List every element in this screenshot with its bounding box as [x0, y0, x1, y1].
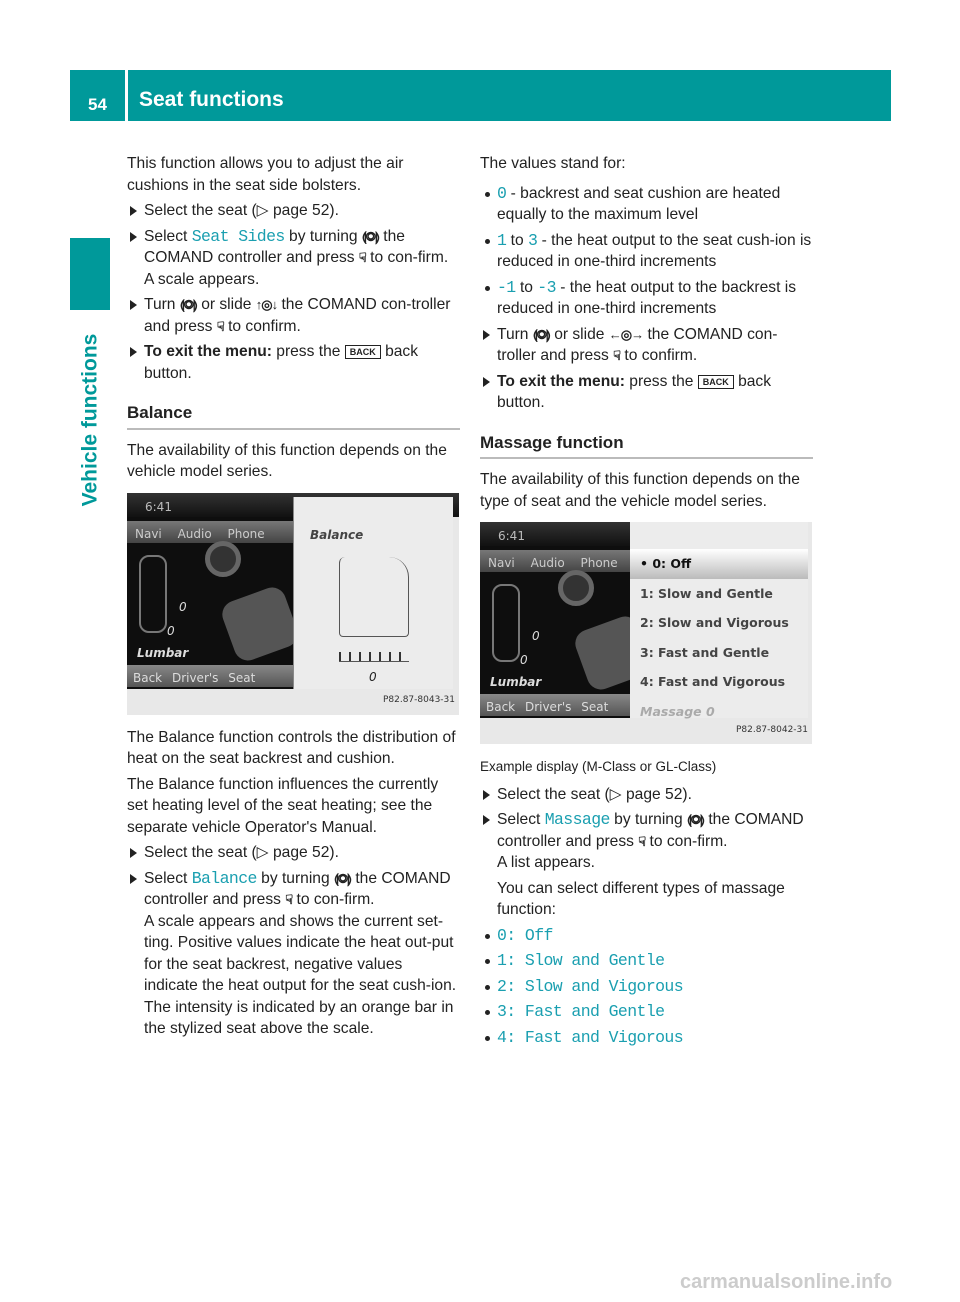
massage-type-item [480, 976, 813, 998]
step-text: back button. [144, 343, 419, 382]
value-code: 1 [497, 230, 507, 250]
step-text: press the [624, 372, 698, 390]
step-text: to confirm. [620, 347, 698, 364]
value-text: to [515, 278, 538, 296]
step-text: Select [144, 227, 192, 245]
lumbar-value: 0 [179, 599, 187, 614]
massage-option[interactable]: 1: Slow and Gentle [640, 585, 773, 601]
controller-press-icon: ☟ [613, 348, 621, 363]
value-item [480, 277, 813, 320]
step-select-seat [127, 842, 460, 864]
value-code: -1 [497, 277, 516, 297]
step-result: A scale appears and shows the current set-ting. Positive values indicate the heat out-put for the seat backrest, negative values indicate the heat output for the seat cush-ion. The intensity is indicated by an orange bar in the stylized seat above the scale. [144, 912, 457, 1037]
step-text: back button. [497, 372, 772, 411]
controller-turn-icon: ⟬◎⟭ [179, 297, 197, 312]
step-text: the COMAND con-troller and press [497, 325, 778, 364]
image-code: P82.87-8042-31 [735, 724, 808, 735]
lumbar-value: 0 [167, 623, 175, 638]
massage-option[interactable]: 2: Slow and Vigorous [640, 615, 789, 630]
watermark: carmanualsonline.info [680, 1271, 893, 1293]
step-text: to confirm. [223, 317, 301, 335]
lumbar-value: 0 [520, 653, 528, 667]
step-turn [127, 294, 460, 337]
massage-screenshot [480, 522, 812, 744]
step-text: the COMAND controller and press [497, 811, 804, 850]
value-text: - the heat output to the backrest is reduced in one-third increments [497, 278, 797, 317]
balance-description: The Balance function controls the distribution of heat on the seat backrest and cushion. [127, 728, 456, 767]
section-side-label [70, 320, 110, 520]
value-text: - backrest and seat cushion are heated equally to the maximum level [497, 184, 781, 223]
page-number-text: 54 [88, 94, 107, 114]
step-text: or slide [549, 325, 609, 343]
value-item [480, 183, 813, 226]
massage-availability: The availability of this function depends on the type of seat and the vehicle model series. [480, 471, 800, 510]
massage-type: 4: Fast and Vigorous [497, 1027, 684, 1047]
steering-wheel-icon [205, 541, 241, 577]
step-text: Select [497, 811, 545, 828]
massage-type: 2: Slow and Vigorous [497, 976, 684, 996]
massage-type-item [480, 1027, 813, 1049]
step-result: A scale appears. [144, 270, 260, 288]
controller-turn-icon: ⟬◎⟭ [361, 228, 379, 244]
heading-balance: Balance [127, 402, 460, 430]
lumbar-value: 0 [532, 629, 540, 643]
back-key-icon: BACK [345, 345, 381, 359]
menu-item-seat-sides: Seat Sides [191, 226, 285, 246]
menu-item-massage: Massage [544, 810, 610, 829]
controller-slide-horizontal-icon: ←◎→ [608, 326, 644, 342]
controller-press-icon: ☟ [358, 250, 366, 265]
controller-press-icon: ☟ [216, 318, 224, 334]
seat-outline-icon [339, 557, 409, 637]
controller-turn-icon: ⟬◎⟭ [532, 326, 550, 342]
lumbar-seat-icon [492, 584, 520, 662]
right-column [480, 153, 813, 1052]
massage-types-intro: You can select different types of massage function: [497, 879, 785, 918]
step-text: the COMAND controller and press [144, 869, 451, 908]
screen-time: 6:41 [480, 522, 630, 546]
step-text: Select the seat (▷ page 52). [497, 785, 692, 803]
value-item [480, 230, 813, 273]
steering-wheel-icon [558, 570, 594, 606]
intro-text: This function allows you to adjust the air cushions in the seat side bolsters. [127, 155, 404, 194]
page-title: Seat functions [128, 70, 891, 121]
step-text: Select the seat (▷ page 52). [144, 844, 339, 861]
step-text: to con-firm. [365, 249, 449, 266]
balance-panel [293, 497, 453, 689]
step-text: or slide [196, 296, 256, 313]
section-tab-marker [70, 238, 110, 310]
controller-press-icon: ☟ [638, 833, 646, 849]
screen-time: 6:41 [127, 493, 459, 517]
step-exit-menu [127, 341, 460, 384]
screen-menu: Navi Audio Phone [480, 550, 646, 572]
lumbar-seat-icon [139, 555, 167, 633]
step-select-balance [127, 868, 460, 1040]
massage-type: 1: Slow and Gentle [497, 951, 665, 970]
balance-scale[interactable] [339, 652, 409, 662]
step-text: to con-firm. [645, 832, 728, 850]
menu-item-balance: Balance [191, 868, 257, 888]
step-text: Turn [144, 296, 180, 313]
value-code: 3 [527, 230, 538, 250]
step-select-seat [480, 784, 813, 806]
step-text: Select the seat (▷ page 52). [144, 202, 339, 219]
step-select-massage [480, 809, 813, 874]
massage-type-item [480, 950, 813, 972]
step-text: Turn [497, 325, 533, 343]
massage-type-item [480, 925, 813, 947]
step-text: to con-firm. [292, 891, 375, 908]
balance-availability: The availability of this function depends on the vehicle model series. [127, 441, 447, 480]
screen-menu: Navi Audio Phone [127, 521, 293, 543]
balance-influence: The Balance function influences the currently set heating level of the seat heating; see the separate vehicle Operator's Manual. [127, 775, 439, 836]
section-side-label-text: Vehicle functions [78, 333, 102, 507]
step-text: Select [144, 869, 192, 887]
step-select-seat-sides [127, 226, 460, 291]
screen-lumbar-label: Lumbar [137, 645, 189, 660]
screen-footer: Back Driver's Seat [127, 665, 293, 687]
step-bold: To exit the menu: [497, 372, 625, 390]
values-intro: The values stand for: [480, 155, 626, 172]
massage-option[interactable]: • 0: Off [630, 549, 808, 579]
massage-option[interactable]: 3: Fast and Gentle [640, 644, 770, 660]
step-text: the COMAND controller and press [144, 227, 405, 266]
back-key-icon: BACK [698, 375, 734, 389]
heading-massage-function: Massage function [480, 432, 813, 460]
controller-turn-icon: ⟬◎⟭ [686, 812, 704, 827]
value-code: 0 [497, 183, 507, 203]
step-text: by turning [284, 227, 362, 245]
value-code: -3 [537, 277, 556, 297]
massage-status: Massage 0 [640, 703, 715, 719]
balance-screenshot [127, 493, 459, 715]
controller-turn-icon: ⟬◎⟭ [333, 870, 351, 886]
step-result: A list appears. [497, 854, 595, 871]
massage-type: 3: Fast and Gentle [497, 1002, 665, 1021]
controller-press-icon: ☟ [285, 892, 293, 907]
massage-type-item [480, 1001, 813, 1023]
massage-options-list [630, 522, 808, 718]
left-column [127, 153, 460, 1044]
controller-slide-vertical-icon: ↑◎↓ [255, 297, 278, 312]
step-text: by turning [256, 869, 334, 887]
screen-lumbar-label: Lumbar [490, 675, 542, 689]
step-text: the COMAND con-troller and press [144, 296, 451, 335]
page-number [70, 70, 125, 121]
step-text: press the [271, 343, 345, 360]
image-code: P82.87-8043-31 [382, 695, 455, 705]
step-select-seat [127, 200, 460, 222]
step-text: by turning [609, 811, 687, 828]
scale-value: 0 [369, 669, 377, 684]
massage-type: 0: Off [497, 925, 553, 945]
massage-option[interactable]: 4: Fast and Vigorous [640, 674, 786, 689]
value-text: to [506, 231, 528, 249]
value-text: - the heat output to the seat cush-ion is reduced in one-third increments [497, 231, 812, 270]
step-bold: To exit the menu: [144, 343, 272, 360]
screen-footer: Back Driver's Seat [480, 694, 630, 716]
panel-title: Balance [310, 527, 364, 542]
step-exit-menu [480, 371, 813, 414]
image-caption: Example display (M-Class or GL-Class) [480, 759, 717, 774]
step-turn [480, 324, 813, 367]
